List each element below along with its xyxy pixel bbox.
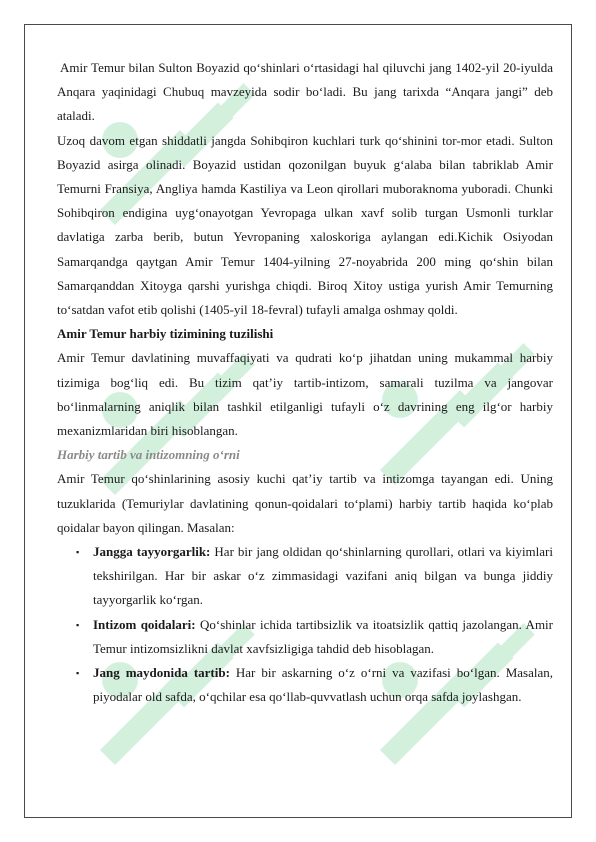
section-heading: Amir Temur harbiy tizimining tuzilishi [57,326,274,342]
rule-term: Jangga tayyorgarlik: [93,544,211,560]
section-intro: Amir Temur davlatining muvaffaqiyati va qudrati ko‘p jihatdan uning mukammal harbiy tizimiga bog‘liq edi. Bu tizim qat’iy tartib-intizom, samarali tuzilma va jangovar bo‘linmalarning aniqlik bilan tashkil etilganligi tufayli o‘z davrining eng ilg‘or harbiy mexanizmlaridan biri hisoblangan. [57,350,553,439]
document-body [57,56,553,709]
list-item [76,540,553,613]
subsection-intro: Amir Temur qo‘shinlarining asosiy kuchi qat’iy tartib va intizomga tayangan edi. Uning tuzuklarida (Temuriylar davlatining qonun-qoidalari to‘plami) harbiy tartib haqida ko‘plab qoidalar bayon qilingan. Masalan: [57,471,553,535]
paragraph-ankara-battle: Amir Temur bilan Sulton Boyazid qo‘shinlari o‘rtasidagi hal qiluvchi jang 1402-yil 20-iyulda Anqara yaqinidagi Chubuq mavzeyida sodir bo‘ladi. Bu jang tarixda “Anqara jangi” deb ataladi. [57,60,553,124]
rule-text: Har bir jang oldidan qo‘shinlarning qurollari, otlari va kiyimlari tekshirilgan. Har bir askar o‘z zimmasidagi vazifani aniq bilgan va bunga jiddiy tayyorgarlik ko‘rgan. [93,544,553,608]
subsection-heading: Harbiy tartib va intizomning o‘rni [57,447,240,463]
rule-term: Intizom qoidalari: [93,616,196,632]
rule-text: Har bir askarning o‘z o‘rni va vazifasi bo‘lgan. Masalan, piyodalar old safda, o‘qchilar esa qo‘llab-quvvatlash uchun orqa safda joylashgan. [93,665,553,705]
rule-text: Qo‘shinlar ichida tartibsizlik va itoatsizlik qattiq jazolangan. Amir Temur intizomsizlikni davlat xavfsizligiga tahdid deb hisoblagan. [93,616,553,656]
list-item [76,661,553,709]
bullet-icon: ▪ [76,619,80,630]
list-item [76,613,553,661]
bullet-icon: ▪ [76,547,80,558]
rule-term: Jang maydonida tartib: [93,665,230,681]
rules-list [57,540,553,709]
bullet-icon: ▪ [76,668,80,679]
paragraph-battle-outcome: Uzoq davom etgan shiddatli jangda Sohibqiron kuchlari turk qo‘shinini tor-mor etadi. Sulton Boyazid asirga olinadi. Boyazid ustidan qozonilgan buyuk g‘alaba bilan tabriklab Amir Temurni Fransiya, Angliya hamda Kastiliya va Leon qirollari muboraknoma yuboradi. Chunki Sohibqiron endigina uyg‘onayotgan Yevropaga ulkan xavf solib turgan Usmonli turklar davlatiga zarba berib, butun Yevropaning xaloskoriga aylangan edi.Kichik Osiyodan Samarqandga qaytgan Amir Temur 1404-yilning 27-noyabrida 200 ming qo‘shin bilan Samarqanddan Xitoyga qarshi yurishga chiqdi. Biroq Xitoy ustiga yurish Amir Temurning to‘satdan vafot etib qolishi (1405-yil 18-fevral) tufayli amalga oshmay qoldi. [57,132,553,318]
